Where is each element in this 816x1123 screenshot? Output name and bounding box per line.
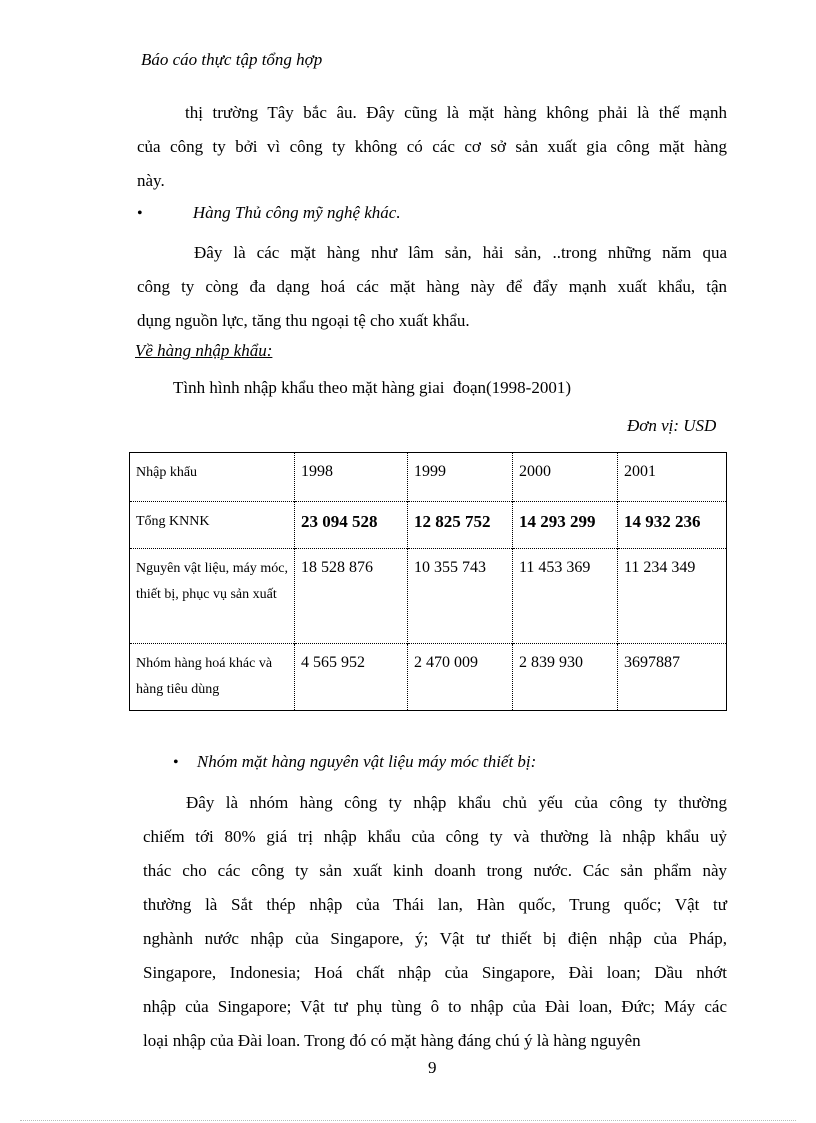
table-cell: 2 839 930: [513, 644, 618, 711]
text-line: loại nhập của Đài loan. Trong đó có mặt hàng đáng chú ý là hàng nguyên: [143, 1031, 641, 1050]
import-table: [129, 452, 727, 711]
text-line: dụng nguồn lực, tăng thu ngoại tệ cho xuất khẩu.: [137, 311, 470, 330]
table-row: [130, 644, 727, 711]
bullet-dot-icon: •: [173, 754, 179, 771]
table-cell: 14 932 236: [618, 502, 727, 549]
bullet-item: • Nhóm mặt hàng nguyên vật liệu máy móc thiết bị:: [173, 752, 537, 771]
table-row: [130, 549, 727, 644]
table-cell: 2 470 009: [408, 644, 513, 711]
text-line: thác cho các công ty sản xuất kinh doanh trong nước. Các sản phẩm này: [143, 861, 727, 880]
table-cell: 10 355 743: [408, 549, 513, 644]
text-line: công ty còng đa dạng hoá các mặt hàng này để đẩy mạnh xuất khẩu, tận: [137, 277, 727, 296]
table-cell: 3697887: [618, 644, 727, 711]
text-line: chiếm tới 80% giá trị nhập khẩu của công ty và thường là nhập khẩu uỷ: [143, 827, 727, 846]
text-line: nghành nước nhập của Singapore, ý; Vật tư thiết bị điện nhập của Pháp,: [143, 929, 727, 948]
table-cell: 23 094 528: [295, 502, 408, 549]
table-cell: 12 825 752: [408, 502, 513, 549]
table-title: Tình hình nhập khẩu theo mặt hàng giai đoạn(1998-2001): [173, 378, 571, 397]
table-header-cell: Nhập khẩu: [130, 453, 295, 502]
table-header-row: [130, 453, 727, 502]
table-header-cell: 2000: [513, 453, 618, 502]
bullet-dot-icon: •: [137, 205, 143, 222]
page-bottom-divider: [20, 1120, 796, 1121]
text-line: thị trường Tây bắc âu. Đây cũng là mặt hàng không phải là thế mạnh: [185, 103, 727, 122]
paragraph-1: [137, 96, 727, 198]
table-cell: 11 453 369: [513, 549, 618, 644]
bullet-item: • Hàng Thủ công mỹ nghệ khác.: [137, 203, 401, 222]
page-number: 9: [428, 1058, 437, 1077]
table-header-cell: 2001: [618, 453, 727, 502]
table-cell: 14 293 299: [513, 502, 618, 549]
paragraph-3: [143, 786, 727, 1058]
table-cell: 4 565 952: [295, 644, 408, 711]
table-header-cell: 1999: [408, 453, 513, 502]
table-header-cell: 1998: [295, 453, 408, 502]
table-cell: Nguyên vật liệu, máy móc, thiết bị, phục vụ sản xuất: [130, 549, 295, 644]
table-cell: 11 234 349: [618, 549, 727, 644]
text-line: Đây là các mặt hàng như lâm sản, hải sản, ..trong những năm qua: [194, 243, 727, 262]
text-line: Đây là nhóm hàng công ty nhập khẩu chủ yếu của công ty thường: [186, 793, 727, 812]
text-line: của công ty bởi vì công ty không có các cơ sở sản xuất gia công mặt hàng: [137, 137, 727, 156]
table-cell: Tổng KNNK: [130, 502, 295, 549]
table-cell: Nhóm hàng hoá khác và hàng tiêu dùng: [130, 644, 295, 711]
text-line: thường là Sắt thép nhập của Thái lan, Hàn quốc, Trung quốc; Vật tư: [143, 895, 727, 914]
text-line: nhập của Singapore; Vật tư phụ tùng ô to nhập của Đài loan, Đức; Máy các: [143, 997, 727, 1016]
unit-label: Đơn vị: USD: [627, 416, 717, 435]
section-heading: Về hàng nhập khẩu:: [135, 341, 273, 360]
table-row: [130, 502, 727, 549]
table-cell: 18 528 876: [295, 549, 408, 644]
text-line: này.: [137, 171, 165, 190]
running-header: Báo cáo thực tập tổng hợp: [141, 50, 323, 69]
paragraph-2: [137, 236, 727, 338]
text-line: Singapore, Indonesia; Hoá chất nhập của Singapore, Đài loan; Dầu nhớt: [143, 963, 727, 982]
